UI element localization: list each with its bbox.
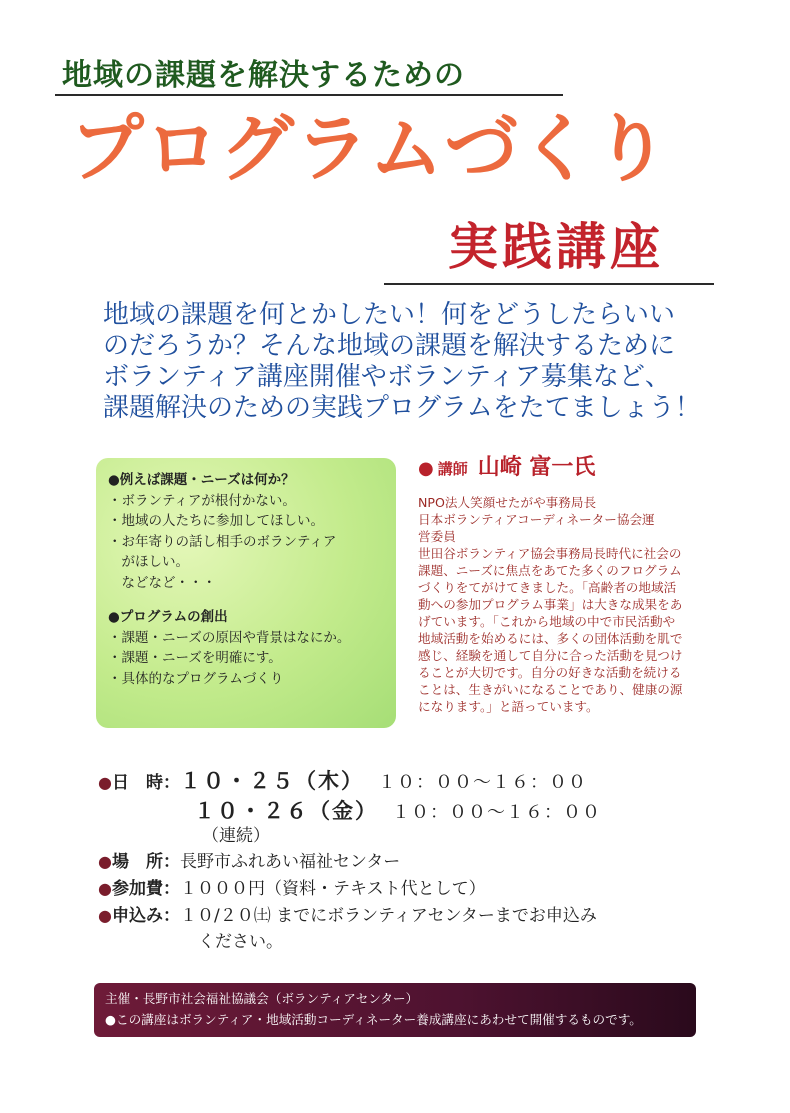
- bio-line: 世田谷ボランティア協会事務局長時代に社会の: [418, 546, 682, 561]
- bio-line: になります。」と語っています。: [418, 699, 599, 714]
- bio-line: 動への参加プログラム事業」は大きな成果をあ: [418, 597, 683, 612]
- bullet-icon: ●: [418, 458, 434, 479]
- bio-line: ることが大切です。自分の好きな活動を続ける: [418, 665, 682, 680]
- footer-note: ●この講座はボランティア・地域活動コーディネーター養成講座にあわせて開催するものです。: [105, 1012, 642, 1027]
- date-note: （連続）: [202, 826, 270, 846]
- program-item: ・課題・ニーズを明確にす。: [108, 650, 282, 666]
- bullet-icon: ●: [98, 852, 112, 871]
- bio-line: づくりをてがけてきました。「高齢者の地域活: [418, 580, 677, 595]
- apply-value: １０/２０㈯ までにボランティアセンターまでお申込み: [179, 906, 597, 926]
- issues-item: などなど・・・: [108, 574, 216, 591]
- page-title: プログラムづくり: [70, 106, 670, 192]
- date-time2: １０：００～１６：００: [392, 802, 601, 823]
- lecturer-bio: [418, 494, 718, 715]
- program-item: ・課題・ニーズの原因や背景はなにか。: [108, 629, 351, 646]
- bio-line: 地域活動を始めるには、多くの団体活動を肌で: [418, 631, 683, 646]
- issues-item: ・地域の人たちに参加してほしい。: [108, 513, 324, 529]
- date-day1: １０・２５（木）: [179, 769, 364, 793]
- issues-list: [108, 470, 393, 689]
- bio-line: 営委員: [418, 529, 456, 544]
- apply-row: [98, 901, 597, 926]
- date-label: 日 時：: [111, 773, 180, 793]
- place-value: 長野市ふれあい福祉センター: [179, 852, 401, 872]
- bio-line: 課題、ニーズに焦点をあてた多くのフログラム: [418, 563, 682, 578]
- date-note-row: [202, 821, 270, 846]
- bullet-icon: ●: [98, 906, 112, 925]
- issues-item: がほしい。: [108, 554, 189, 570]
- place-label: 場 所：: [111, 852, 180, 872]
- intro-line: のだろうか？そんな地域の課題を解決するために: [103, 331, 676, 361]
- lecturer-name: 山崎 富一氏: [477, 455, 596, 480]
- fee-label: 参加費：: [111, 879, 180, 899]
- intro-text: [103, 300, 723, 424]
- program-heading: ●プログラムの創出: [108, 609, 228, 625]
- bio-line: ことは、生きがいになることであり、健康の源: [418, 682, 683, 697]
- subtitle-underline: [55, 94, 563, 96]
- place-row: [98, 847, 400, 872]
- date-row: [98, 765, 587, 795]
- intro-line: ボランティア講座開催やボランティア募集など、: [103, 362, 671, 392]
- subtitle2-underline: [384, 283, 714, 285]
- organizer-text: 主催・長野市社会福祉協議会（ボランティアセンター）: [105, 991, 419, 1006]
- subtitle: 地域の課題を解決するための: [62, 58, 465, 93]
- fee-value: １０００円（資料・テキスト代として）: [179, 879, 486, 899]
- bullet-icon: ●: [98, 773, 112, 792]
- spacer: [108, 593, 393, 607]
- issues-heading: ●例えば課題・ニーズは何か？: [108, 472, 295, 488]
- issues-item: ・お年寄りの話し相手のボランティア: [108, 533, 337, 550]
- issues-item: ・ボランティアが根付かない。: [108, 492, 296, 509]
- bullet-icon: ●: [98, 879, 112, 898]
- intro-line: 課題解決のための実践プログラムをたてましょう！: [103, 393, 701, 423]
- date-time1: １０：００～１６：００: [377, 772, 587, 793]
- lecturer-role: 講師: [437, 460, 468, 478]
- footer-text: [105, 988, 642, 1030]
- intro-line: 地域の課題を何とかしたい！何をどうしたらいい: [103, 300, 676, 330]
- apply-value-cont: ください。: [198, 932, 283, 952]
- apply-label: 申込み：: [111, 906, 180, 926]
- bio-line: NPO法人笑顔せたがや事務局長: [418, 495, 597, 510]
- page-subtitle: 実践講座: [448, 218, 664, 276]
- date-day2: １０・２６（金）: [194, 799, 378, 823]
- fee-row: [98, 874, 486, 899]
- bio-line: 日本ボランティアコーディネーター協会運: [418, 512, 655, 527]
- program-item: ・具体的なプログラムづくり: [108, 670, 284, 687]
- apply-row-2: [198, 927, 283, 952]
- lecturer-header: [418, 450, 595, 481]
- bio-line: 感じ、経験を通して自分に合った活動を見つけ: [418, 648, 683, 663]
- bio-line: げています。「これから地域の中で市民活動や: [418, 614, 676, 629]
